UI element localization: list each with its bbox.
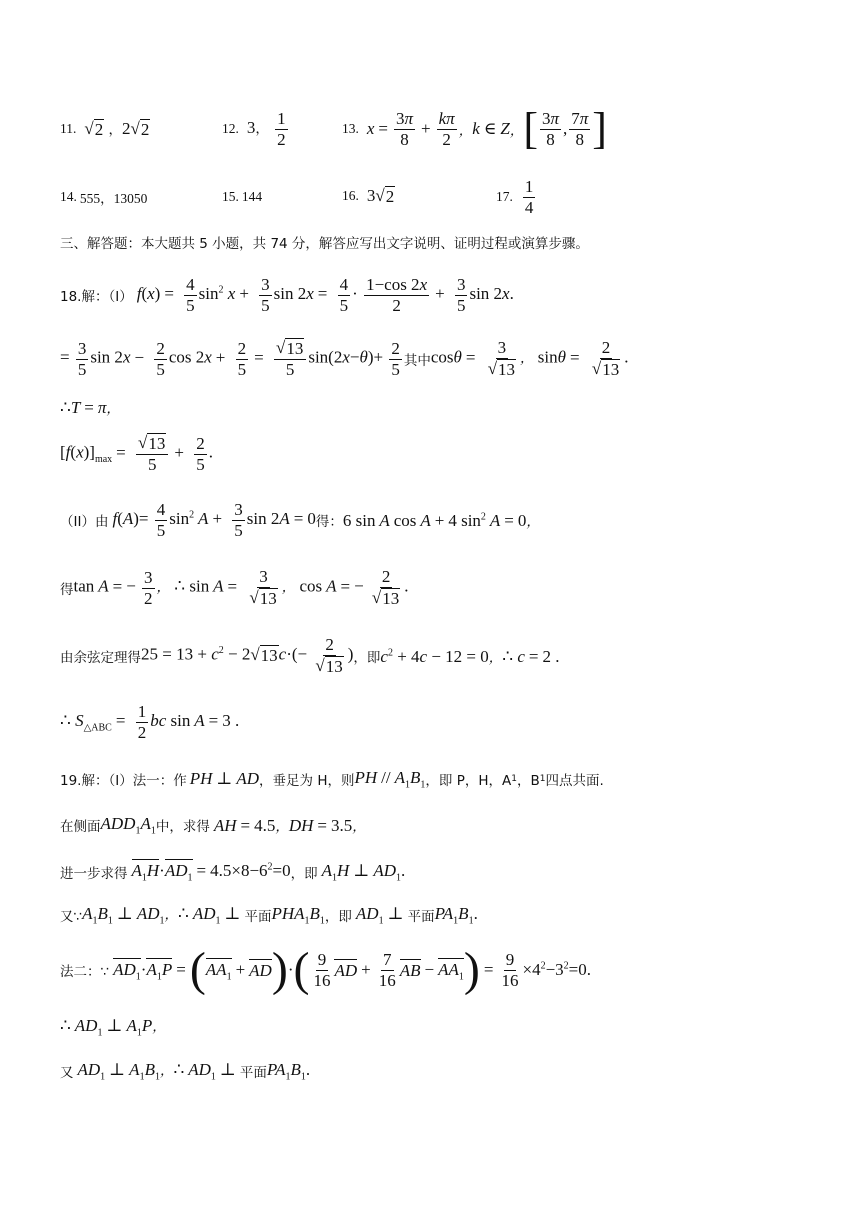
question-number: 11. (60, 121, 77, 136)
q18-line-8: ∴ $S_{\triangle ABC}$ = $\frac{1}{2}$ bc sin A = 3 . (60, 701, 240, 742)
answer-16 (342, 182, 395, 210)
question-number: 13. (342, 121, 359, 136)
answer-value: x = $\frac{3\pi}{8}$ + $\frac{k\pi}{2}$ ， k ∈ Z ， [ $\frac{3\pi}{8}$ , $\frac{7\pi}{8}$ ] (366, 104, 607, 153)
question-number: 16. (342, 188, 359, 203)
q19-line-7: 又 $AD_1$ ⊥ $A_1B_1$，∴ $AD_1$ ⊥ 平面 $PA_1B_1$. (60, 1059, 311, 1083)
q18-line-2: = $\frac{3}{5}$ sin 2x − $\frac{2}{5}$ cos 2x + $\frac{2}{5}$ = √ 13 5 sin(2x−θ)+ $\frac{2}{5}$ 其中 cosθ = 3 √ 13 ， sinθ = 2 √ 13 . (60, 338, 629, 379)
q18-line-4: $[f(x)]_{max}$ = √ 13 5 + $\frac{2}{5}$ . (60, 433, 213, 474)
q18-line-1: 18.解：（I） f(x) = $\frac{4}{5}$ $\sin^2 x$ + $\frac{3}{5}$ sin 2x = $\frac{4}{5}$ · $\frac{1-\cos 2x}{2}$ + $\frac{3}{5}$ sin 2x. (60, 274, 514, 315)
answer-value: 3， $\frac{1}{2}$ (246, 108, 286, 149)
answer-13 (342, 104, 607, 154)
answer-value: 3 √ 2 (366, 185, 395, 206)
q18-line-5: （II）由 f(A)= $\frac{4}{5}$ $\sin^2 A$ + $\frac{3}{5}$ sin 2A = 0 得： 6 sin A cos A + 4 $\sin^2 A = 0$， (60, 499, 540, 540)
answer-value: 555，13050 (79, 191, 148, 206)
q19-line-1: 19.解：（I）法一：作 PH ⊥ AD ，垂足为 H，则 PH // $A_1B_1$ ，即 P，H，A 1 ，B 1 四点共面. (60, 767, 604, 791)
q19-line-2: 在侧面 $ADD_1A_1$ 中，求得 AH = 4.5，DH = 3.5， (60, 813, 366, 837)
answer-12 (222, 104, 290, 154)
q18-line-6: 得 tan A = − $\frac{3}{2}$ ， ∴ sin A = 3 √ 13 ， cos A = − 2 √ 13 . (60, 567, 409, 608)
question-number: 12. (222, 121, 239, 136)
question-number: 17. (496, 189, 513, 204)
q19-line-5: 法二：∵ $AD_1$ · $A_1P$ = ( $AA_1$ + AD ) · ( $\frac{9}{16}$ AD + $\frac{7}{16}$ AB − $AA_1$ ) = $\frac{9}{16}$ $\times 4^2-3^2=0$. (60, 943, 592, 996)
answer-value: 144 (241, 189, 263, 204)
answer-value: √ 2 ，2 √ 2 (84, 119, 150, 139)
question-number: 14. (60, 189, 77, 204)
answer-11 (60, 109, 150, 149)
q19-line-3: 进一步求得 $A_1H\cdot AD_1 = 4.5\times 8-6^2=0$ ，即 $A_1H$ ⊥ $AD_1$. (60, 860, 406, 884)
q18-line-3: ∴T = π， (60, 397, 120, 417)
section-heading: 三、解答题：本大题共 5 小题，共 74 分，解答应写出文字说明、证明过程或演算步骤。 (60, 236, 589, 252)
q19-line-4: 又∵ $A_1B_1$ ⊥ $AD_1$，∴ $AD_1$ ⊥ 平面 $PHA_1B_1$ ，即 $AD_1$ ⊥ 平面 $PA_1B_1$. (60, 903, 478, 927)
answer-14 (60, 185, 155, 209)
answer-value: $\frac{1}{4}$ (524, 176, 534, 217)
q19-line-6: ∴ $AD_1$ ⊥ $A_1P$， (60, 1016, 166, 1039)
answer-15 (222, 185, 270, 209)
answer-17 (496, 174, 537, 220)
question-number: 15. (222, 189, 239, 204)
q18-line-7: 由余弦定理得 $25 = 13 + c^2 - 2$ √ 13 c·(− 2 √ 13 ) ，即 $c^2 + 4c - 12 = 0$，∴ c = 2 . (60, 635, 560, 676)
